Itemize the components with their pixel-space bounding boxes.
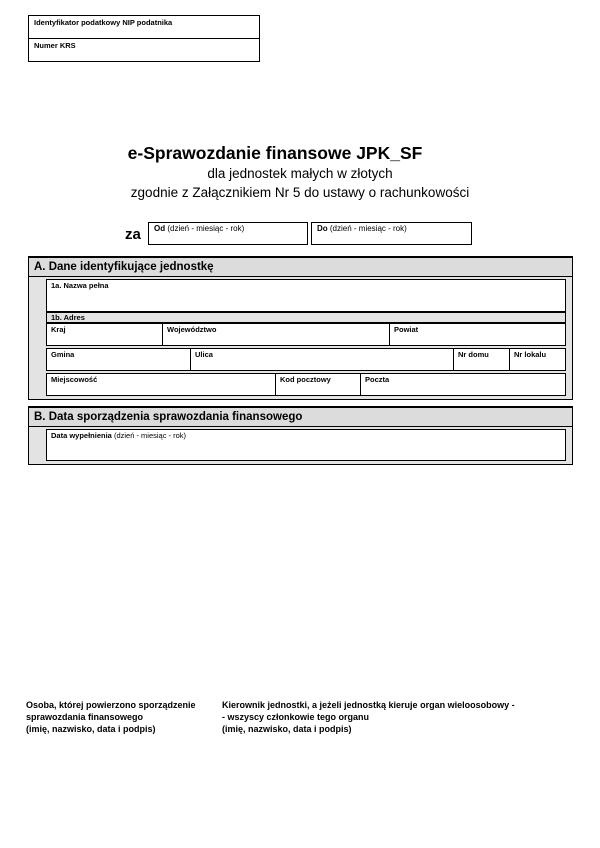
od-label: Od	[154, 224, 166, 233]
data-wypelnienia-label: Data wypełnienia	[51, 431, 112, 440]
nr-lokalu-field[interactable]	[509, 348, 566, 371]
period-from-field[interactable]	[148, 222, 308, 245]
nip-krs-box	[28, 15, 260, 62]
gmina-label: Gmina	[51, 350, 75, 359]
page-subtitle-1: dla jednostek małych w złotych	[207, 166, 393, 181]
data-wypelnienia-hint: (dzień - miesiąc - rok)	[111, 431, 187, 440]
do-label: Do	[317, 224, 328, 233]
section-a-header: A. Dane identyfikujące jednostkę	[28, 256, 573, 277]
powiat-label: Powiat	[394, 325, 419, 334]
nr-lokalu-label: Nr lokalu	[514, 350, 547, 359]
wojewodztwo-label: Województwo	[167, 325, 217, 334]
ulica-field[interactable]	[190, 348, 454, 371]
section-b-panel	[28, 427, 573, 465]
poczta-label: Poczta	[365, 375, 390, 384]
signature-left-line1: Osoba, której powierzono sporządzenie	[26, 700, 196, 710]
nazwa-pelna-label: 1a. Nazwa pełna	[51, 281, 109, 290]
poczta-field[interactable]	[360, 373, 566, 396]
signature-right-block	[222, 699, 515, 735]
period-to-field[interactable]	[311, 222, 472, 245]
kraj-field[interactable]	[46, 323, 163, 346]
do-hint: (dzień - miesiąc - rok)	[327, 224, 407, 233]
kod-pocztowy-label: Kod pocztowy	[280, 375, 331, 384]
signature-left-line3: (imię, nazwisko, data i podpis)	[26, 724, 156, 734]
signature-right-line1: Kierownik jednostki, a jeżeli jednostką kieruje organ wieloosobowy -	[222, 700, 515, 710]
krs-field[interactable]	[29, 39, 259, 61]
wojewodztwo-field[interactable]	[162, 323, 390, 346]
signature-left-block	[26, 699, 196, 735]
nip-label: Identyfikator podatkowy NIP podatnika	[34, 18, 173, 27]
za-label: za	[125, 226, 141, 243]
krs-label: Numer KRS	[34, 41, 76, 50]
nazwa-pelna-field[interactable]	[46, 279, 566, 312]
kraj-label: Kraj	[51, 325, 66, 334]
address-row-3	[46, 373, 566, 396]
nip-field[interactable]	[29, 16, 259, 39]
miejscowosc-label: Miejscowość	[51, 375, 98, 384]
signature-left-line2: sprawozdania finansowego	[26, 712, 144, 722]
address-row-1	[46, 323, 566, 346]
data-wypelnienia-field[interactable]	[46, 429, 566, 461]
address-row-2	[46, 348, 566, 371]
page-title: e-Sprawozdanie finansowe JPK_SF	[127, 143, 423, 163]
miejscowosc-field[interactable]	[46, 373, 276, 396]
adres-subheader: 1b. Adres	[46, 312, 566, 323]
od-hint: (dzień - miesiąc - rok)	[165, 224, 245, 233]
title-block	[0, 143, 600, 164]
kod-pocztowy-field[interactable]	[275, 373, 361, 396]
nr-domu-label: Nr domu	[458, 350, 489, 359]
section-a-panel	[28, 277, 573, 400]
powiat-field[interactable]	[389, 323, 566, 346]
ulica-label: Ulica	[195, 350, 213, 359]
section-b-header: B. Data sporządzenia sprawozdania finansowego	[28, 406, 573, 427]
signature-right-line2: - wszyscy członkowie tego organu	[222, 712, 370, 722]
page-subtitle-2: zgodnie z Załącznikiem Nr 5 do ustawy o rachunkowości	[130, 185, 470, 200]
signature-right-line3: (imię, nazwisko, data i podpis)	[222, 724, 352, 734]
gmina-field[interactable]	[46, 348, 191, 371]
nr-domu-field[interactable]	[453, 348, 510, 371]
